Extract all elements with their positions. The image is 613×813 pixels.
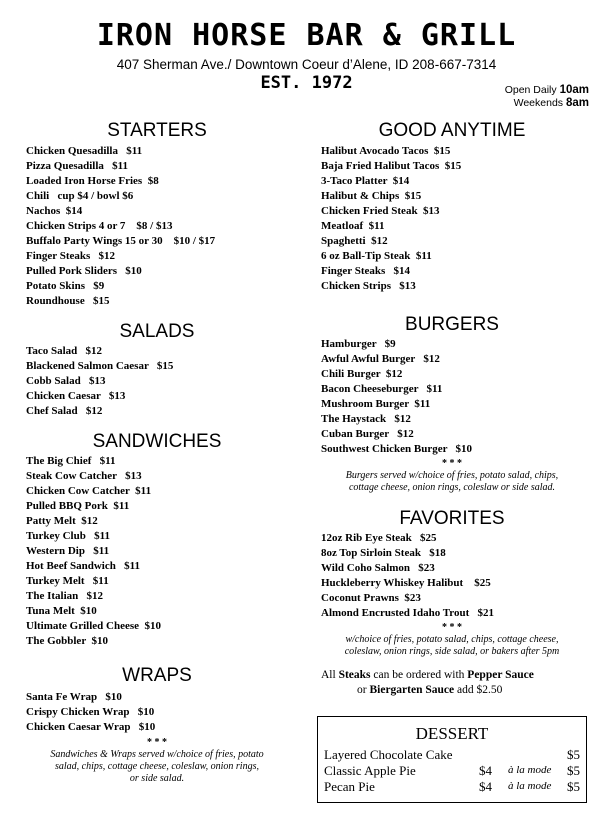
menu-item: Cobb Salad $13 <box>26 375 106 387</box>
open-daily-label: Open Daily <box>504 84 557 96</box>
wraps-note-2: salad, chips, cottage cheese, coleslaw, onion rings, <box>55 761 259 772</box>
salads-section <box>26 321 288 419</box>
menu-item: Turkey Club $11 <box>26 530 110 542</box>
menu-item: Roundhouse $15 <box>26 295 110 307</box>
menu-item: 3-Taco Platter $14 <box>321 175 410 187</box>
menu-item: Spaghetti $12 <box>321 235 388 247</box>
favorites-stars: * * * <box>442 622 462 633</box>
sandwiches-heading: SANDWICHES <box>92 431 222 452</box>
menu-item: Taco Salad $12 <box>26 345 103 357</box>
starters-section <box>26 120 288 309</box>
dessert-name: Pecan Pie <box>324 779 375 794</box>
dessert-box <box>317 716 587 803</box>
starters-heading: STARTERS <box>107 120 207 141</box>
burgers-list <box>321 337 583 457</box>
menu-item: Halibut Avocado Tacos $15 <box>321 145 451 157</box>
wraps-stars: * * * <box>147 737 167 748</box>
menu-item: Hot Beef Sandwich $11 <box>26 560 140 572</box>
address-line: 407 Sherman Ave./ Downtown Coeur d’Alene, ID 208-667-7314 <box>116 57 497 72</box>
dessert-row <box>324 763 580 779</box>
weekends-label: Weekends <box>513 97 564 109</box>
favorites-heading: FAVORITES <box>399 508 505 529</box>
menu-item: Buffalo Party Wings 15 or 30 $10 / $17 <box>26 235 216 247</box>
wraps-note-3: or side salad. <box>129 773 185 784</box>
dessert-alamode-price: $5 <box>567 779 580 794</box>
menu-item: Awful Awful Burger $12 <box>321 353 440 365</box>
menu-item: Halibut & Chips $15 <box>321 190 422 202</box>
menu-item: Wild Coho Salmon $23 <box>321 562 435 574</box>
dessert-alamode: à la mode <box>508 764 552 776</box>
menu-item: Western Dip $11 <box>26 545 110 557</box>
steaks-note-pre: All <box>321 669 339 681</box>
burgers-note-2: cottage cheese, onion rings, coleslaw or side salad. <box>348 482 556 493</box>
dessert-alamode: à la mode <box>508 780 552 792</box>
menu-item: Meatloaf $11 <box>321 220 385 232</box>
steaks-note-steaks: Steaks <box>338 669 371 681</box>
menu-item: Pulled Pork Sliders $10 <box>26 265 142 277</box>
dessert-row <box>324 779 580 795</box>
menu-item: Chicken Strips 4 or 7 $8 / $13 <box>26 220 173 232</box>
steaks-note-mid: can be ordered with <box>370 669 468 681</box>
menu-item: Chicken Caesar $13 <box>26 390 126 402</box>
menu-item: Tuna Melt $10 <box>26 605 97 617</box>
steaks-note-pepper: Pepper Sauce <box>467 669 534 681</box>
open-daily-time: 10am <box>559 84 589 96</box>
menu-item: Loaded Iron Horse Fries $8 <box>26 175 159 187</box>
salads-heading: SALADS <box>119 321 195 342</box>
menu-item: Turkey Melt $11 <box>26 575 109 587</box>
menu-item: Baja Fried Halibut Tacos $15 <box>321 160 462 172</box>
dessert-price: $4 <box>479 763 492 778</box>
menu-item: The Italian $12 <box>26 590 104 602</box>
sandwiches-list <box>26 454 288 649</box>
menu-item: The Gobbler $10 <box>26 635 109 647</box>
menu-item: Hamburger $9 <box>321 338 396 350</box>
wraps-heading: WRAPS <box>122 665 192 686</box>
favorites-list <box>321 531 583 621</box>
sandwiches-section <box>26 431 288 649</box>
wraps-list <box>26 690 288 735</box>
wraps-note-1: Sandwiches & Wraps served w/choice of fries, potato <box>50 749 264 760</box>
burgers-note-1: Burgers served w/choice of fries, potato salad, chips, <box>345 470 559 481</box>
hours-block <box>505 84 589 110</box>
menu-item: Chicken Fried Steak $13 <box>321 205 440 217</box>
steaks-note-add: add $2.50 <box>454 684 503 696</box>
menu-item: Chef Salad $12 <box>26 405 103 417</box>
menu-item: Almond Encrusted Idaho Trout $21 <box>321 607 494 619</box>
menu-item: The Haystack $12 <box>321 413 411 425</box>
dessert-name: Layered Chocolate Cake <box>324 747 453 762</box>
weekends-time: 8am <box>565 97 589 109</box>
restaurant-title: IRON HORSE BAR & GRILL <box>96 18 517 53</box>
menu-item: Southwest Chicken Burger $10 <box>321 443 473 455</box>
menu-item: The Big Chief $11 <box>26 455 116 467</box>
menu-item: Chili cup $4 / bowl $6 <box>26 190 134 202</box>
established-year: EST. 1972 <box>260 73 353 93</box>
menu-item: Coconut Prawns $23 <box>321 592 421 604</box>
menu-item: 12oz Rib Eye Steak $25 <box>321 532 437 544</box>
dessert-heading: DESSERT <box>415 724 489 743</box>
good-anytime-list <box>321 144 583 294</box>
menu-item: 6 oz Ball-Tip Steak $11 <box>321 250 432 262</box>
menu-item: Pizza Quesadilla $11 <box>26 160 129 172</box>
dessert-alamode-price: $5 <box>567 747 580 762</box>
menu-item: Chicken Caesar Wrap $10 <box>26 721 156 733</box>
burgers-heading: BURGERS <box>405 314 499 335</box>
favorites-note-1: w/choice of fries, potato salad, chips, cottage cheese, <box>345 634 559 645</box>
menu-item: Nachos $14 <box>26 205 83 217</box>
menu-item: Santa Fe Wrap $10 <box>26 691 122 703</box>
dessert-name: Classic Apple Pie <box>324 763 416 778</box>
burgers-section <box>321 314 583 494</box>
dessert-alamode-price: $5 <box>567 763 580 778</box>
burgers-stars: * * * <box>442 458 462 469</box>
good-anytime-section <box>321 120 583 294</box>
menu-item: Finger Steaks $14 <box>321 265 411 277</box>
menu-item: Chili Burger $12 <box>321 368 403 380</box>
dessert-price: $4 <box>479 779 492 794</box>
menu-item: Chicken Cow Catcher $11 <box>26 485 152 497</box>
menu-item: Huckleberry Whiskey Halibut $25 <box>321 577 491 589</box>
menu-item: Finger Steaks $12 <box>26 250 116 262</box>
steaks-sauce-note <box>321 668 583 698</box>
menu-item: Ultimate Grilled Cheese $10 <box>26 620 162 632</box>
menu-item: 8oz Top Sirloin Steak $18 <box>321 547 446 559</box>
steaks-note-biergarten: Biergarten Sauce <box>369 684 455 696</box>
menu-item: Bacon Cheeseburger $11 <box>321 383 443 395</box>
wraps-section <box>26 665 288 785</box>
menu-item: Chicken Strips $13 <box>321 280 416 292</box>
menu-item: Pulled BBQ Pork $11 <box>26 500 130 512</box>
dessert-row <box>324 747 580 763</box>
menu-item: Chicken Quesadilla $11 <box>26 145 143 157</box>
menu-item: Crispy Chicken Wrap $10 <box>26 706 155 718</box>
good-anytime-heading: GOOD ANYTIME <box>378 120 526 141</box>
starters-list <box>26 144 288 309</box>
menu-item: Mushroom Burger $11 <box>321 398 431 410</box>
menu-item: Potato Skins $9 <box>26 280 105 292</box>
menu-item: Cuban Burger $12 <box>321 428 414 440</box>
favorites-section <box>321 508 583 658</box>
salads-list <box>26 344 288 419</box>
menu-item: Patty Melt $12 <box>26 515 98 527</box>
favorites-note-2: coleslaw, onion rings, side salad, or bakers after 5pm <box>344 646 560 657</box>
menu-item: Steak Cow Catcher $13 <box>26 470 142 482</box>
menu-item: Blackened Salmon Caesar $15 <box>26 360 174 372</box>
steaks-note-or: or <box>357 684 370 696</box>
